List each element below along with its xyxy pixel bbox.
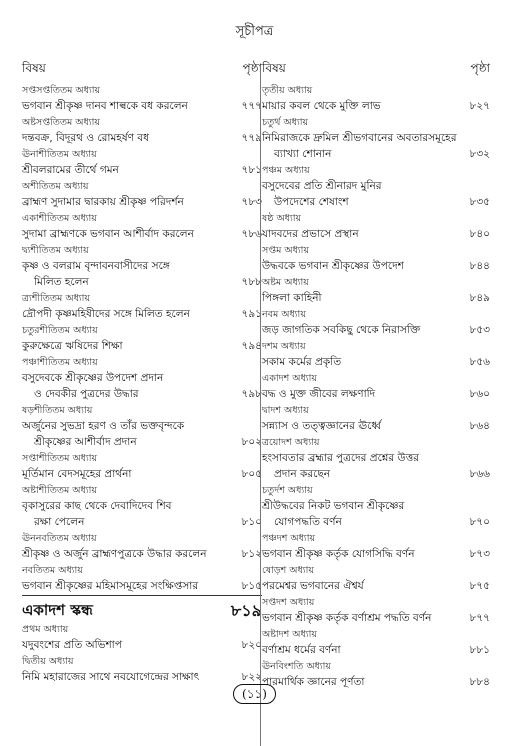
entry-title: ভগবান শ্রীকৃষ্ণ কর্তৃক যোগসিদ্ধি বর্ণন xyxy=(262,547,415,560)
entry-title: অশীতিতম অধ্যায় xyxy=(22,180,89,192)
entry-title: পারমার্থিক জ্ঞানের পূর্ণতা xyxy=(262,675,365,688)
entry-title: চতুরশীতিতম অধ্যায় xyxy=(22,324,98,336)
page-heading: পৃষ্ঠা xyxy=(242,61,262,75)
chapter-heading xyxy=(22,114,262,130)
entry-page-number: ৮৪৯ xyxy=(469,291,490,304)
chapter-heading xyxy=(22,653,262,669)
entry-title: ভগবান শ্রীকৃষ্ণ কর্তৃক বর্ণাশ্রম পদ্ধতি বর্ণন xyxy=(262,611,432,624)
entry-title: একাদশ স্কন্ধ xyxy=(22,601,93,619)
entry-title: যাদবদের প্রভাসে প্রস্থান xyxy=(262,227,359,240)
chapter-heading xyxy=(262,482,490,498)
toc-header xyxy=(22,60,262,82)
toc-entry xyxy=(262,354,490,370)
entry-title: মূর্তিমান বেদসমূহের প্রার্থনা xyxy=(22,467,132,480)
entry-title: দন্তবক্র, বিদূরথ ও রোমহর্ষণ বধ xyxy=(22,131,150,144)
toc-entry xyxy=(22,98,262,114)
entry-title: ষষ্ঠ অধ্যায় xyxy=(262,212,302,224)
entry-title: পরমেশ্বর ভগবানের ঐশ্বর্য xyxy=(262,579,364,592)
toc-entry xyxy=(262,130,490,146)
entry-title: মায়ার কবল থেকে মুক্তি লাভ xyxy=(262,99,381,112)
entry-page-number: ৮৪০ xyxy=(469,227,490,240)
chapter-heading xyxy=(22,82,262,98)
entry-page-number: ৮০৫ xyxy=(241,467,262,480)
chapter-heading xyxy=(262,434,490,450)
chapter-heading xyxy=(262,658,490,674)
entry-title: পিঙ্গলা কাহিনী xyxy=(262,291,322,304)
chapter-heading xyxy=(22,242,262,258)
entry-title: ঊনবিংশতি অধ্যায় xyxy=(262,660,331,672)
entry-page-number: ৮৩৫ xyxy=(469,195,490,208)
chapter-heading xyxy=(262,210,490,226)
entry-title: শ্রীকৃষ্ণ ও অর্জুন ব্রাহ্মণপুত্রকে উদ্ধার করলেন xyxy=(22,547,207,560)
chapter-heading xyxy=(262,162,490,178)
entry-title: সকাম কর্মের প্রকৃতি xyxy=(262,355,342,368)
toc-entry xyxy=(262,610,490,626)
toc-entry xyxy=(22,466,262,482)
entry-page-number: ৮২৭ xyxy=(469,99,490,112)
toc-entry xyxy=(262,498,490,514)
entry-title: কৃষ্ণ ও বলরাম বৃন্দাবনবাসীদের সঙ্গে xyxy=(22,259,170,272)
page-number-label: (১১) xyxy=(233,684,276,704)
entry-page-number: ৭৮৬ xyxy=(241,227,262,240)
entry-title: হংসাবতার ব্রহ্মার পুত্রদের প্রশ্নের উত্তর xyxy=(262,451,419,464)
entry-page-number: ৭৮৩ xyxy=(241,195,262,208)
entry-page-number: ৮৬০ xyxy=(469,387,490,400)
entry-title: ষোড়শ অধ্যায় xyxy=(262,564,314,576)
entry-page-number: ৭৮৮ xyxy=(241,275,262,288)
chapter-heading xyxy=(22,210,262,226)
entry-page-number: ৭৭৭ xyxy=(241,99,262,112)
toc-left-column xyxy=(22,60,262,685)
entry-page-number: ৮৭৭ xyxy=(469,611,490,624)
chapter-heading xyxy=(262,594,490,610)
toc-entry xyxy=(22,274,262,290)
entry-title: নবম অধ্যায় xyxy=(262,308,306,320)
entry-page-number: ৮১৫ xyxy=(241,579,262,592)
toc-entry xyxy=(262,322,490,338)
toc-entry xyxy=(22,162,262,178)
chapter-heading xyxy=(262,242,490,258)
entry-title: শ্রীউদ্ধবের নিকট ভগবান শ্রীকৃষ্ণের xyxy=(262,499,405,512)
toc-entry xyxy=(22,306,262,322)
entry-title: পঞ্চম অধ্যায় xyxy=(262,164,310,176)
page-number xyxy=(0,683,509,704)
entry-page-number: ৭৯৪ xyxy=(241,339,262,352)
entry-title: সপ্তদশ অধ্যায় xyxy=(262,596,315,608)
subject-heading: বিষয় xyxy=(22,61,46,75)
entry-title: পঞ্চাশীতিতম অধ্যায় xyxy=(22,356,98,368)
entry-title: সুদামা ব্রাহ্মণকে ভগবান আশীর্বাদ করলেন xyxy=(22,227,194,240)
entry-title: উদ্ধবকে ভগবান শ্রীকৃষ্ণের উপদেশ xyxy=(262,259,404,272)
toc-entry xyxy=(262,194,490,210)
entry-title: অর্জুনের সুভদ্রা হরণ ও তাঁর ভক্তবৃন্দকে xyxy=(22,419,185,432)
entry-title: চতুর্দশ অধ্যায় xyxy=(262,484,313,496)
entry-title: ভগবান শ্রীকৃষ্ণ দানব শাল্বকে বধ করলেন xyxy=(22,99,188,112)
toc-entry xyxy=(262,578,490,594)
chapter-heading xyxy=(22,290,262,306)
toc-entry xyxy=(22,194,262,210)
entry-page-number: ৮২২ xyxy=(241,670,262,683)
entry-title: অষ্টাদশ অধ্যায় xyxy=(262,628,317,640)
entry-title: ভগবান শ্রীকৃষ্ণের মহিমাসমূহের সংক্ষিপ্তসার xyxy=(22,579,199,592)
chapter-heading xyxy=(22,402,262,418)
entry-title: নিমিরাজকে দ্রুমিল শ্রীভগবানের অবতারসমূহের xyxy=(262,131,457,144)
entry-page-number: ৮৩২ xyxy=(469,147,490,160)
entry-title: একাদশ অধ্যায় xyxy=(262,372,317,384)
chapter-heading xyxy=(262,306,490,322)
entry-title: সপ্তাশীতিতম অধ্যায় xyxy=(22,452,98,464)
chapter-heading xyxy=(22,530,262,546)
entry-title: ঊননবতিতম অধ্যায় xyxy=(22,532,97,544)
entry-title: প্রদান করছেন xyxy=(274,467,330,480)
entry-page-number: ৮৫৬ xyxy=(469,355,490,368)
toc-entry xyxy=(262,386,490,402)
toc-entry xyxy=(262,98,490,114)
entry-title: বর্ণাশ্রম ধর্মের বর্ণনা xyxy=(262,643,341,656)
toc-entry xyxy=(22,418,262,434)
entry-title: সন্ন্যাস ও তত্ত্বজ্ঞানের ঊর্ধ্বে xyxy=(262,419,382,432)
entry-page-number: ৮৬৪ xyxy=(469,419,490,432)
entry-title: দ্রৌপদী কৃষ্ণমহিষীদের সঙ্গে মিলিত হলেন xyxy=(22,307,190,320)
chapter-heading xyxy=(22,178,262,194)
toc-entry xyxy=(262,226,490,242)
page-title: সূচীপত্র xyxy=(235,24,274,39)
entry-title: তৃতীয় অধ্যায় xyxy=(262,84,313,96)
toc-entry xyxy=(22,338,262,354)
toc-entry xyxy=(22,578,262,594)
entry-title: সপ্তসপ্ততিতম অধ্যায় xyxy=(22,84,101,96)
toc-entry xyxy=(22,637,262,653)
toc-entry xyxy=(22,370,262,386)
entry-page-number: ৮১০ xyxy=(241,515,262,528)
entry-page-number: ৮০২ xyxy=(241,435,262,448)
entry-title: জড় জাগতিক সবকিছু থেকে নিরাসক্তি xyxy=(262,323,421,336)
section-rule xyxy=(22,595,262,596)
chapter-heading xyxy=(262,562,490,578)
entry-title: রক্ষা পেলেন xyxy=(34,515,85,528)
chapter-heading xyxy=(262,82,490,98)
entry-title: ষড়শীতিতম অধ্যায় xyxy=(22,404,93,416)
entry-page-number: ৮১৯ xyxy=(230,601,262,620)
entry-title: অষ্টসপ্ততিতম অধ্যায় xyxy=(22,116,100,128)
entry-title: অষ্টাশীতিতম অধ্যায় xyxy=(22,484,97,496)
page-heading: পৃষ্ঠা xyxy=(470,61,490,75)
entry-title: ব্রাহ্মণ সুদামার দ্বারকায় শ্রীকৃষ্ণ পরিদর্শন xyxy=(22,195,184,208)
chapter-heading xyxy=(22,450,262,466)
entry-title: নিমি মহারাজের সাথে নবযোগেন্দ্রের সাক্ষাৎ xyxy=(22,670,200,683)
entry-title: শ্রীকৃষ্ণের আশীর্বাদ প্রদান xyxy=(34,435,137,448)
chapter-heading xyxy=(22,322,262,338)
entry-page-number: ৮২০ xyxy=(241,638,262,651)
entry-title: ব্যাখ্যা শোনান xyxy=(274,147,332,160)
toc-entry xyxy=(262,178,490,194)
entry-title: পঞ্চদশ অধ্যায় xyxy=(262,532,316,544)
section-heading xyxy=(22,598,262,621)
entry-title: মিলিত হলেন xyxy=(34,275,89,288)
entry-title: নবতিতম অধ্যায় xyxy=(22,564,83,576)
toc-entry xyxy=(262,514,490,530)
toc-entry xyxy=(262,466,490,482)
entry-title: ঊনাশীতিতম অধ্যায় xyxy=(22,148,97,160)
entry-page-number: ৮৭০ xyxy=(469,515,490,528)
chapter-heading xyxy=(262,402,490,418)
toc-entry xyxy=(22,386,262,402)
subject-heading: বিষয় xyxy=(262,61,286,75)
chapter-heading xyxy=(22,354,262,370)
entry-title: দ্বাদশ অধ্যায় xyxy=(262,404,309,416)
toc-entry xyxy=(22,226,262,242)
entry-title: বদ্ধ ও মুক্ত জীবের লক্ষণাদি xyxy=(262,387,376,400)
chapter-heading xyxy=(262,530,490,546)
chapter-heading xyxy=(262,114,490,130)
entry-title: দ্বিতীয় অধ্যায় xyxy=(22,655,74,667)
chapter-heading xyxy=(262,626,490,642)
toc-entry xyxy=(22,258,262,274)
entry-page-number: ৮৮১ xyxy=(469,643,490,656)
chapter-heading xyxy=(22,621,262,637)
chapter-heading xyxy=(262,338,490,354)
entry-page-number: ৮৬৬ xyxy=(469,467,490,480)
chapter-heading xyxy=(262,370,490,386)
entry-title: শ্রীবলরামের তীর্থে গমন xyxy=(22,163,119,176)
entry-page-number: ৭৯১ xyxy=(241,307,262,320)
entry-title: বৃকাসুরের কাছ থেকে দেবাদিদেব শিব xyxy=(22,499,172,512)
toc-entry xyxy=(262,290,490,306)
entry-title: উপদেশের শেষাংশ xyxy=(274,195,349,208)
toc-entry xyxy=(22,434,262,450)
entry-title: ত্র্যশীতিতম অধ্যায় xyxy=(22,292,91,304)
entry-page-number: ৭৮১ xyxy=(241,163,262,176)
toc-entry xyxy=(22,546,262,562)
chapter-heading xyxy=(22,146,262,162)
entry-title: কুরুক্ষেত্রে ঋষিদের শিক্ষা xyxy=(22,339,123,352)
entry-title: ত্রয়োদশ অধ্যায় xyxy=(262,436,320,448)
entry-title: বসুদেবকে শ্রীকৃষ্ণের উপদেশ প্রদান xyxy=(22,371,164,384)
entry-page-number: ৮১২ xyxy=(241,547,262,560)
toc-right-column xyxy=(262,60,490,690)
entry-title: অষ্টম অধ্যায় xyxy=(262,276,309,288)
toc-entry xyxy=(262,258,490,274)
entry-title: প্রথম অধ্যায় xyxy=(22,623,69,635)
entry-title: দ্ব্যশীতিতম অধ্যায় xyxy=(22,244,89,256)
entry-title: ও দেবকীর পুত্রদের উদ্ধার xyxy=(34,387,139,400)
entry-title: সপ্তম অধ্যায় xyxy=(262,244,310,256)
entry-title: চতুর্থ অধ্যায় xyxy=(262,116,309,128)
entry-page-number: ৮৮৪ xyxy=(469,675,490,688)
entry-title: বসুদেবের প্রতি শ্রীনারদ মুনির xyxy=(262,179,382,192)
toc-entry xyxy=(262,546,490,562)
entry-page-number: ৭৯৮ xyxy=(241,387,262,400)
toc-entry xyxy=(262,418,490,434)
toc-entry xyxy=(22,498,262,514)
entry-page-number: ৮৭৫ xyxy=(469,579,490,592)
toc-entry xyxy=(22,130,262,146)
entry-page-number: ৮৭৩ xyxy=(469,547,490,560)
entry-page-number: ৮৫৩ xyxy=(469,323,490,336)
entry-page-number: ৮৪৪ xyxy=(469,259,490,272)
toc-entry xyxy=(262,642,490,658)
chapter-heading xyxy=(262,274,490,290)
toc-entry xyxy=(262,450,490,466)
toc-header xyxy=(262,60,490,82)
entry-title: যদুবংশের প্রতি অভিশাপ xyxy=(22,638,122,651)
toc-entry xyxy=(262,146,490,162)
entry-title: দশম অধ্যায় xyxy=(262,340,306,352)
toc-entry xyxy=(22,514,262,530)
chapter-heading xyxy=(22,562,262,578)
chapter-heading xyxy=(22,482,262,498)
entry-page-number: ৭৭৯ xyxy=(241,131,262,144)
entry-title: একাশীতিতম অধ্যায় xyxy=(22,212,97,224)
entry-title: যোগপদ্ধতি বর্ণন xyxy=(274,515,342,528)
